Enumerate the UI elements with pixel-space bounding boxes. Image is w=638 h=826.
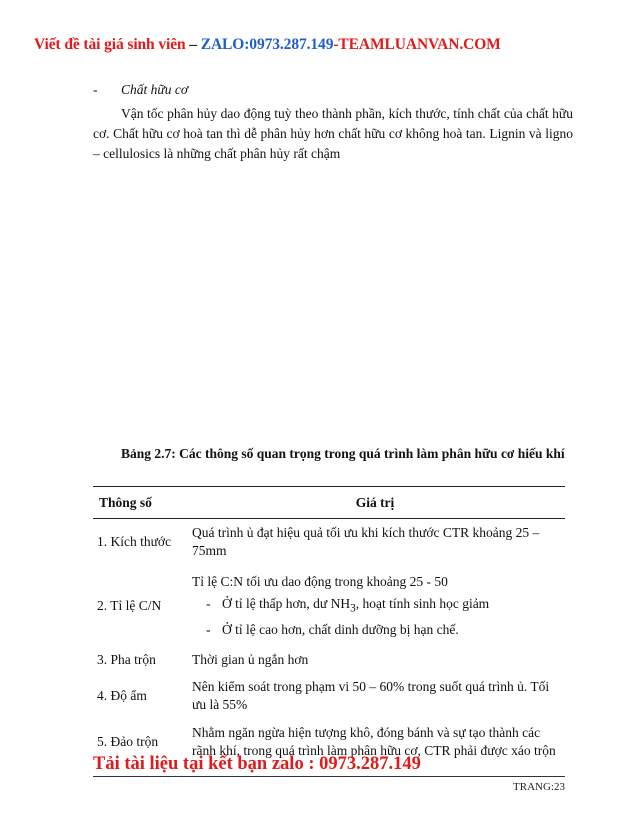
cn-ratio-low	[192, 595, 565, 618]
row-name: 3. Pha trộn	[97, 652, 156, 667]
header-banner	[34, 36, 614, 54]
row-value: Thời gian ủ ngắn hơn	[192, 652, 309, 667]
table-row	[93, 565, 565, 647]
table-header-row	[93, 487, 565, 519]
row-name: 2. Tỉ lệ C/N	[97, 598, 162, 613]
parameters-table	[93, 486, 565, 765]
sub-dash: -	[206, 595, 211, 611]
header-zalo: ZALO:0973.287.149	[200, 36, 334, 53]
low-text-a: Ở tỉ lệ thấp hơn, dư NH	[222, 595, 351, 611]
row-value: Quá trình ủ đạt hiệu quả tối ưu khi kích thước CTR khoảng 25 – 75mm	[192, 525, 540, 558]
header-separator: –	[185, 36, 201, 53]
sub-dash: -	[206, 622, 211, 638]
footer-banner: Tải tài liệu tại kết bạn zalo : 0973.287.149	[93, 754, 421, 774]
row-value: Nên kiểm soát trong phạm vi 50 – 60% trong suốt quá trình ủ. Tối ưu là 55%	[192, 679, 550, 712]
table-row	[93, 647, 565, 673]
table-caption: Bảng 2.7: Các thông số quan trọng trong quá trình làm phân hữu cơ hiếu khí	[121, 446, 565, 461]
cn-ratio-intro: Tỉ lệ C:N tối ưu dao động trong khoảng 25 - 50	[192, 573, 448, 589]
footer-divider	[93, 776, 565, 777]
row-name: 5. Đảo trộn	[97, 734, 159, 749]
row-value: Nhằm ngăn ngừa hiện tượng khô, đóng bánh và sự tạo thành các rãnh khí, trong quá trình làm phân hữu cơ, CTR phải được xáo trộn	[192, 725, 556, 758]
header-parameter: Thông số	[93, 487, 185, 519]
table-row	[93, 673, 565, 719]
page-number: TRANG:23	[513, 781, 565, 793]
section-label: Chất hữu cơ	[121, 82, 189, 97]
section-heading	[93, 82, 188, 98]
body-paragraph: Vận tốc phân hủy dao động tuỳ theo thành phần, kích thước, tính chất của chất hữu cơ. Chất hữu cơ hoà tan thì dễ phân hủy hơn chất hữu cơ không hoà tan. Lignin và ligno – cellulosics là những chất phân hủy rất chậm	[93, 106, 573, 161]
header-text-1: Viết đề tài giá sinh viên	[34, 36, 186, 53]
low-subscript: 3	[350, 602, 356, 615]
header-site: -TEAMLUANVAN.COM	[333, 36, 501, 53]
row-name: 1. Kích thước	[97, 534, 172, 549]
bullet-dash: -	[93, 82, 98, 97]
high-text: Ở tỉ lệ cao hơn, chất dinh dưỡng bị hạn chế.	[222, 622, 459, 638]
header-value: Giá trị	[185, 487, 565, 519]
cn-ratio-high	[192, 621, 565, 639]
low-text-b: , hoạt tính sinh học giảm	[355, 595, 490, 611]
row-name: 4. Độ ẩm	[97, 688, 147, 703]
row-value	[185, 565, 565, 647]
table-row	[93, 519, 565, 566]
